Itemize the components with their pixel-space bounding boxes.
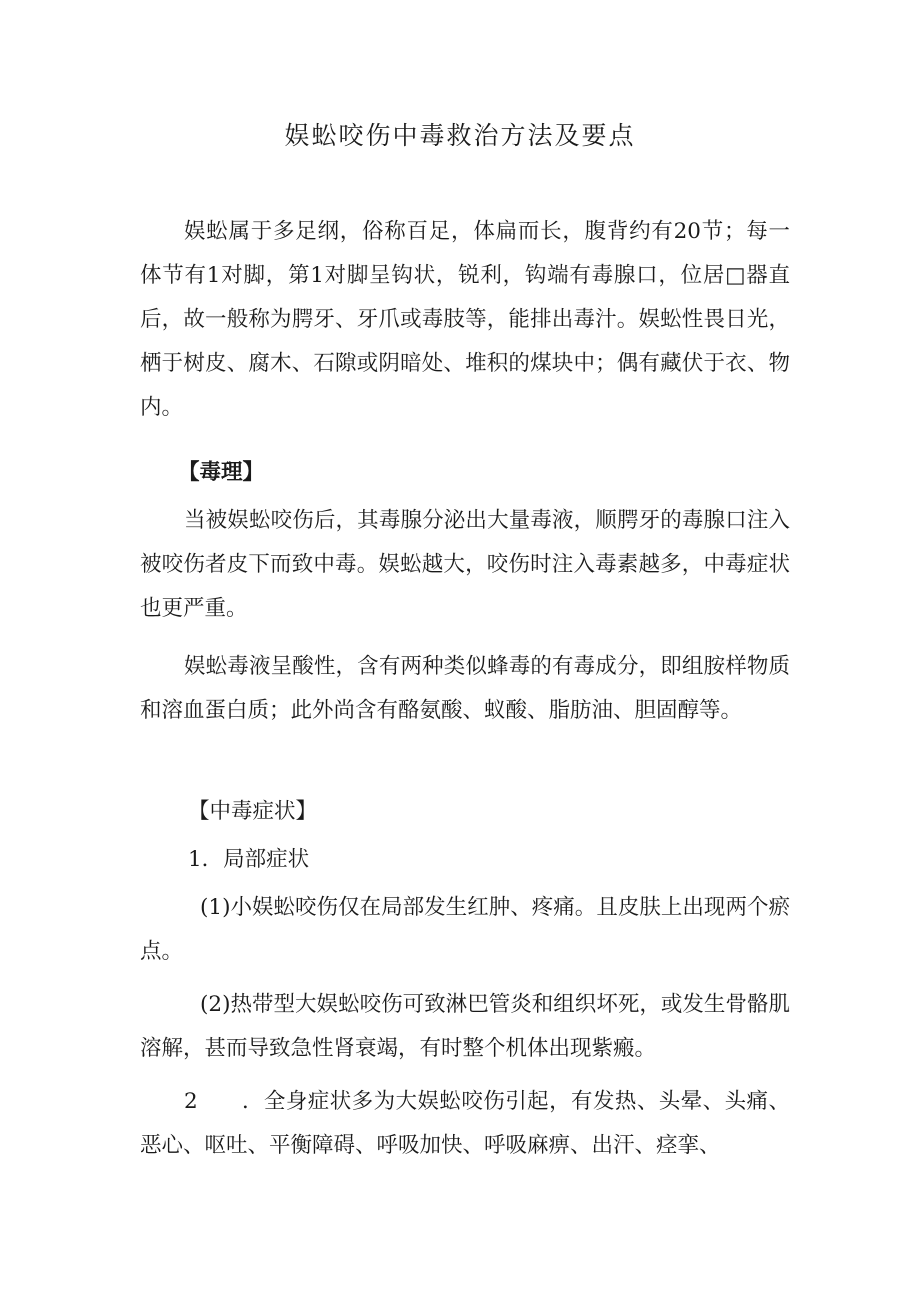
section-heading-symptoms: 【中毒症状】 (188, 799, 318, 824)
local-symptom-item-1: (1)小娱蚣咬伤仅在局部发生红肿、疼痛。且皮肤上出现两个瘀点。 (140, 895, 790, 964)
intro-paragraph: 娱蚣属于多足纲，俗称百足，体扁而长，腹背约有20节；每一体节有1对脚，第1对脚呈钩状，锐利，钩端有毒腺口，位居□器直后，故一般称为腭牙、牙爪或毒肢等，能排出毒汁。娱蚣性畏日光，栖于树皮、腐木、石隙或阴暗处、堆积的煤块中；偶有藏伏于衣、物内。 (140, 219, 790, 420)
systemic-symptoms-paragraph: 2 ．全身症状多为大娱蚣咬伤引起，有发热、头晕、头痛、恶心、呕吐、平衡障碍、呼吸加快、呼吸麻痹、出汗、痉挛、 (140, 1089, 790, 1158)
page-title: 娱蚣咬伤中毒救治方法及要点 (284, 121, 636, 150)
local-symptoms-title: 1．局部症状 (188, 847, 310, 872)
local-symptom-item-2: (2)热带型大娱蚣咬伤可致淋巴管炎和组织坏死，或发生骨骼肌溶解，甚而导致急性肾衰竭，有时整个机体出现紫瘢。 (140, 992, 790, 1061)
toxicology-paragraph-1: 当被娱蚣咬伤后，其毒腺分泌出大量毒液，顺腭牙的毒腺口注入被咬伤者皮下而致中毒。娱蚣越大，咬伤时注入毒素越多，中毒症状也更严重。 (140, 508, 790, 621)
section-heading-toxicology: 【毒理】 (178, 460, 265, 485)
toxicology-paragraph-2: 娱蚣毒液呈酸性，含有两种类似蜂毒的有毒成分，即组胺样物质和溶血蛋白质；此外尚含有酪氨酸、蚁酸、脂肪油、胆固醇等。 (140, 654, 790, 723)
